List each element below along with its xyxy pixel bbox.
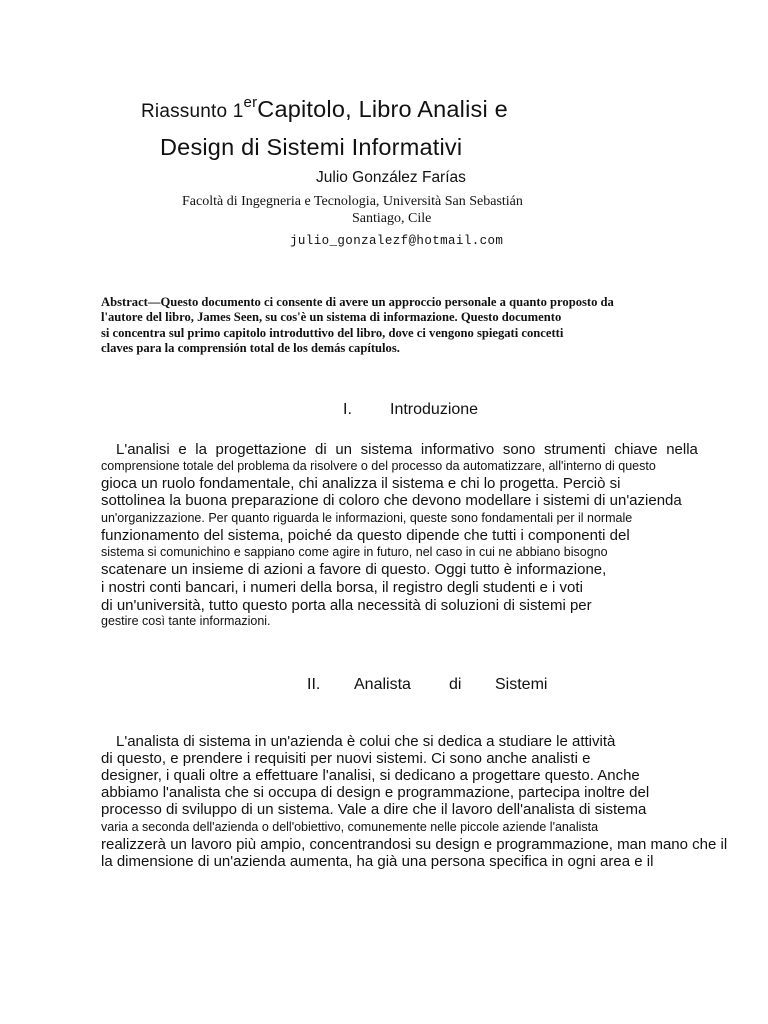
title-prefix: Riassunto 1 bbox=[141, 101, 244, 122]
paragraph-line: abbiamo l'analista che si occupa di design e programmazione, partecipa inoltre del bbox=[101, 784, 650, 801]
paragraph-line: processo di sviluppo di un sistema. Vale a dire che il lavoro dell'analista di sistema bbox=[101, 801, 647, 818]
section-2-numeral: II. bbox=[307, 676, 321, 693]
paragraph-line: designer, i quali oltre a effettuare l'analisi, si dedicano a progettare questo. Anche bbox=[101, 767, 640, 784]
paragraph-line: realizzerà un lavoro più ampio, concentrandosi su design e programmazione, man mano che il bbox=[101, 836, 728, 853]
paragraph-line: scatenare un insieme di azioni a favore di questo. Oggi tutto è informazione, bbox=[101, 561, 607, 578]
author-name: Julio González Farías bbox=[316, 169, 466, 186]
title-superscript: er bbox=[243, 94, 258, 111]
section-2-title-word: Analista bbox=[354, 676, 411, 693]
paragraph-line: varia a seconda dell'azienda o dell'obiettivo, comunemente nelle piccole aziende l'analista bbox=[101, 820, 599, 834]
paragraph-line: sistema si comunichino e sappiano come agire in futuro, nel caso in cui ne abbiano bisogno bbox=[101, 545, 608, 559]
abstract-line: l'autore del libro, James Seen, su cos'è un sistema di informazione. Questo documento bbox=[101, 310, 562, 324]
paragraph-line: gioca un ruolo fondamentale, chi analizza il sistema e chi lo progetta. Perciò si bbox=[101, 475, 621, 492]
author-email: julio_gonzalezf@hotmail.com bbox=[290, 234, 504, 248]
paragraph-line: funzionamento del sistema, poiché da questo dipende che tutti i componenti del bbox=[101, 527, 630, 544]
abstract-line: Abstract—Questo documento ci consente di avere un approccio personale a quanto proposto da bbox=[101, 295, 614, 309]
paragraph-line: sottolinea la buona preparazione di coloro che devono modellare i sistemi di un'azienda bbox=[101, 492, 682, 509]
section-1-title: Introduzione bbox=[390, 401, 479, 418]
paragraph-line: un'organizzazione. Per quanto riguarda le informazioni, queste sono fondamentali per il normale bbox=[101, 511, 633, 525]
title-line-1 bbox=[141, 96, 508, 123]
section-1-numeral: I. bbox=[343, 401, 352, 418]
paragraph-line: la dimensione di un'azienda aumenta, ha già una persona specifica in ogni area e il bbox=[101, 853, 654, 870]
abstract-line: claves para la comprensión total de los demás capítulos. bbox=[101, 341, 400, 355]
section-2-title-word: di bbox=[449, 676, 462, 693]
paragraph-line: L'analisi e la progettazione di un sistema informativo sono strumenti chiave nella bbox=[116, 441, 698, 458]
affiliation: Facoltà di Ingegneria e Tecnologia, Università San Sebastián bbox=[182, 194, 523, 209]
paragraph-line: comprensione totale del problema da risolvere o del processo da automatizzare, all'interno di questo bbox=[101, 459, 656, 473]
paragraph-line: gestire così tante informazioni. bbox=[101, 614, 271, 628]
title-line-2: Design di Sistemi Informativi bbox=[160, 134, 463, 160]
paragraph-line: di questo, e prendere i requisiti per nuovi sistemi. Ci sono anche analisti e bbox=[101, 750, 591, 767]
paragraph-line: di un'università, tutto questo porta alla necessità di soluzioni di sistemi per bbox=[101, 597, 592, 614]
affiliation-city: Santiago, Cile bbox=[352, 211, 432, 226]
paragraph-line: i nostri conti bancari, i numeri della borsa, il registro degli studenti e i voti bbox=[101, 579, 583, 596]
title-main: Capitolo, Libro Analisi e bbox=[257, 96, 508, 122]
paragraph-line: L'analista di sistema in un'azienda è colui che si dedica a studiare le attività bbox=[116, 733, 616, 750]
section-2-title-word: Sistemi bbox=[495, 676, 548, 693]
abstract-line: si concentra sul primo capitolo introduttivo del libro, dove ci vengono spiegati concetti bbox=[101, 326, 564, 340]
